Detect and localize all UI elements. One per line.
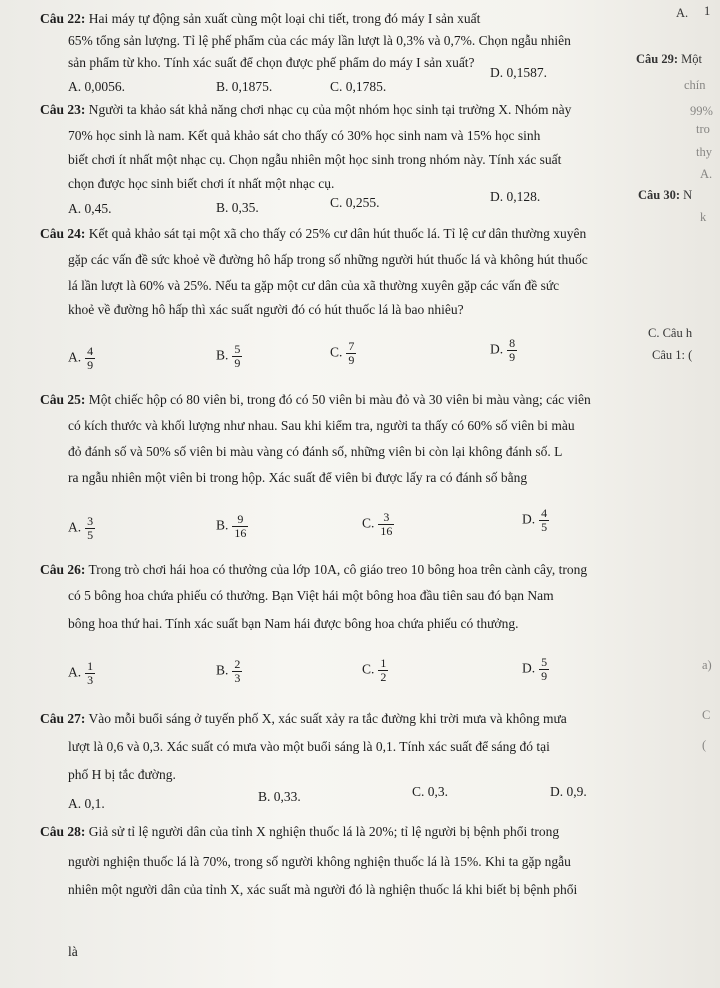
question-28-line3: nhiên một người dân của tỉnh X, xác suất mà người đó là nghiện thuốc lá khi biết bị bệnh phổi <box>68 882 578 897</box>
q25-a-denominator: 5 <box>87 528 94 542</box>
q24-a-numerator: 4 <box>87 344 94 358</box>
question-26-text1: Trong trò chơi hái hoa có thưởng của lớp 10A, cô giáo treo 10 bông hoa trên cành cây, trong <box>88 562 588 577</box>
q26-b-fraction <box>232 658 242 685</box>
q24-b-numerator: 5 <box>234 342 241 356</box>
question-25-text1: Một chiếc hộp có 80 viên bi, trong đó có 50 viên bi màu đỏ và 30 viên bi màu vàng; các viên <box>88 392 591 407</box>
right-q1: Câu 1: ( <box>652 348 693 362</box>
question-23-line4: chọn được học sinh biết chơi ít nhất một nhạc cụ. <box>68 176 335 191</box>
right-a-top: A. <box>676 6 689 20</box>
question-22-line3: sản phẩm từ kho. Tính xác suất để chọn được phế phẩm do máy I sản xuất? <box>68 55 475 70</box>
question-26-line2: có 5 bông hoa chứa phiếu có thưởng. Bạn Việt hái một bông hoa đầu tiên sau đó bạn Nam <box>68 588 554 603</box>
question-24-text1: Kết quả khảo sát tại một xã cho thấy có 25% cư dân hút thuốc lá. Tỉ lệ cư dân thường xuyên <box>88 226 587 241</box>
q25-b-numerator: 9 <box>237 512 244 526</box>
q25-d-letter: D. <box>522 511 536 527</box>
question-22-line1 <box>40 11 480 27</box>
q25-option-d <box>522 507 549 534</box>
q24-c-letter: C. <box>330 344 343 360</box>
q24-c-fraction <box>346 340 356 367</box>
q23-option-c: C. 0,255. <box>330 195 380 210</box>
right-c-mark: C <box>702 708 711 722</box>
q24-b-denominator: 9 <box>234 356 241 370</box>
q23-option-d: D. 0,128. <box>490 189 541 204</box>
q25-d-denominator: 5 <box>541 520 548 534</box>
q24-d-denominator: 9 <box>509 350 516 364</box>
q25-c-letter: C. <box>362 515 375 531</box>
question-22-label: Câu 22: <box>40 11 86 26</box>
question-22-text1: Hai máy tự động sản xuất cùng một loại chi tiết, trong đó máy I sản xuất <box>88 11 481 26</box>
q25-a-fraction <box>85 515 95 542</box>
right-q29-bold: Câu 29: <box>636 52 679 66</box>
right-k: k <box>700 210 707 224</box>
q24-d-fraction <box>507 337 517 364</box>
question-25-label: Câu 25: <box>40 392 86 407</box>
question-22-line2: 65% tổng sản lượng. Tỉ lệ phế phẩm của các máy lần lượt là 0,3% và 0,7%. Chọn ngẫu nhiên <box>68 33 571 48</box>
question-28-line2: người nghiện thuốc lá là 70%, trong số người không nghiện thuốc lá là 15%. Khi ta gặp ngẫu <box>68 854 571 869</box>
q24-a-fraction <box>85 345 95 372</box>
right-a-mark: A. <box>700 167 713 181</box>
question-27-line2: lượt là 0,6 và 0,3. Xác suất có mưa vào một buổi sáng là 0,1. Tính xác suất để sáng đó tại <box>68 739 550 754</box>
question-26-line3: bông hoa thứ hai. Tính xác suất bạn Nam hái được bông hoa chứa phiếu có thưởng. <box>68 616 519 631</box>
question-28-text1: Giả sử tỉ lệ người dân của tỉnh X nghiện thuốc lá là 20%; tỉ lệ người bị bệnh phổi trong <box>88 824 560 839</box>
q25-b-denominator: 16 <box>234 526 247 540</box>
question-23-line2: 70% học sinh là nam. Kết quả khảo sát cho thấy có 30% học sinh nam và 15% học sinh <box>68 128 541 143</box>
question-27-line1 <box>40 711 567 727</box>
q24-d-numerator: 8 <box>509 336 516 350</box>
q24-b-letter: B. <box>216 347 229 363</box>
q23-option-b: B. 0,35. <box>216 200 259 215</box>
question-23-text1: Người ta khảo sát khả năng chơi nhạc cụ của một nhóm học sinh tại trường X. Nhóm này <box>88 102 572 117</box>
question-28-line4: là <box>68 944 78 959</box>
question-25-line3: đỏ đánh số và 50% số viên bi màu vàng có đánh số, những viên bi còn lại không đánh số. L <box>68 444 563 459</box>
question-24-line4: khoẻ về đường hô hấp thì xác suất người đó có hút thuốc lá là bao nhiêu? <box>68 302 464 317</box>
right-chin: chín <box>684 78 706 92</box>
q23-option-a: A. 0,45. <box>68 201 112 216</box>
question-27-label: Câu 27: <box>40 711 86 726</box>
q26-b-numerator: 2 <box>234 657 241 671</box>
question-24-label: Câu 24: <box>40 226 86 241</box>
q26-a-fraction <box>85 660 95 687</box>
q22-option-c: C. 0,1785. <box>330 79 387 94</box>
right-thy: thy <box>696 145 712 159</box>
q26-a-numerator: 1 <box>87 659 94 673</box>
question-24-line1 <box>40 226 586 242</box>
right-q30-letter: N <box>683 188 693 202</box>
question-26-label: Câu 26: <box>40 562 86 577</box>
right-q29-label <box>636 52 702 67</box>
q25-option-b <box>216 513 248 540</box>
q24-d-letter: D. <box>490 341 504 357</box>
q25-b-letter: B. <box>216 517 229 533</box>
q26-b-denominator: 3 <box>234 671 241 685</box>
q26-a-denominator: 3 <box>87 673 94 687</box>
question-25-line2: có kích thước và khối lượng như nhau. Sau khi kiểm tra, người ta thấy có 60% số viên bi màu <box>68 418 575 433</box>
right-c-cau: C. Câu h <box>648 326 693 340</box>
q25-d-fraction <box>539 507 549 534</box>
question-25-line1 <box>40 392 591 408</box>
q25-a-numerator: 3 <box>87 514 94 528</box>
q26-option-a <box>68 660 95 687</box>
q24-b-fraction <box>232 343 242 370</box>
question-28-label: Câu 28: <box>40 824 86 839</box>
q24-c-denominator: 9 <box>348 353 355 367</box>
question-24-line2: gặp các vấn đề sức khoẻ về đường hô hấp trong số những người hút thuốc lá và không hút thuốc <box>68 252 588 267</box>
q24-c-numerator: 7 <box>348 339 355 353</box>
q26-c-letter: C. <box>362 661 375 677</box>
right-a-paren: a) <box>702 658 712 672</box>
q27-option-b: B. 0,33. <box>258 789 301 804</box>
q27-option-d: D. 0,9. <box>550 784 587 799</box>
q27-option-c: C. 0,3. <box>412 784 449 799</box>
q24-option-a <box>68 345 95 372</box>
q26-c-fraction <box>378 657 388 684</box>
question-25-line4: ra ngẫu nhiên một viên bi trong hộp. Xác suất để viên bi được lấy ra có đánh số bằng <box>68 470 528 485</box>
right-paren: ( <box>702 738 707 752</box>
right-tro: tro <box>696 122 710 136</box>
q26-d-denominator: 9 <box>541 669 548 683</box>
question-23-line1 <box>40 102 571 118</box>
right-q30-label <box>638 188 692 203</box>
q25-a-letter: A. <box>68 519 82 535</box>
q24-option-b <box>216 343 242 370</box>
question-27-line3: phố H bị tắc đường. <box>68 767 176 782</box>
q25-option-a <box>68 515 95 542</box>
question-23-line3: biết chơi ít nhất một nhạc cụ. Chọn ngẫu nhiên một học sinh trong nhóm này. Tính xác suất <box>68 152 562 167</box>
question-23-label: Câu 23: <box>40 102 86 117</box>
question-28-line1 <box>40 824 559 840</box>
q26-c-numerator: 1 <box>380 656 387 670</box>
q24-a-denominator: 9 <box>87 358 94 372</box>
q25-c-fraction <box>378 511 394 538</box>
q22-option-d: D. 0,1587. <box>490 65 547 80</box>
right-frac-top: 1 <box>704 4 711 18</box>
q22-option-a: A. 0,0056. <box>68 79 125 94</box>
q25-d-numerator: 4 <box>541 506 548 520</box>
question-27-text1: Vào mỗi buổi sáng ở tuyến phố X, xác suất xảy ra tắc đường khi trời mưa và không mưa <box>88 711 567 726</box>
q26-d-numerator: 5 <box>541 655 548 669</box>
q24-option-d <box>490 337 517 364</box>
q26-a-letter: A. <box>68 664 82 680</box>
q25-b-fraction <box>232 513 248 540</box>
q22-option-b: B. 0,1875. <box>216 79 273 94</box>
question-24-line3: lá lần lượt là 60% và 25%. Nếu ta gặp một cư dân của xã thường xuyên gặp các vấn đề sức <box>68 278 560 293</box>
right-99: 99% <box>690 104 713 118</box>
q25-c-numerator: 3 <box>383 510 390 524</box>
q24-option-c <box>330 340 356 367</box>
q25-c-denominator: 16 <box>380 524 393 538</box>
q26-d-letter: D. <box>522 660 536 676</box>
q24-a-letter: A. <box>68 349 82 365</box>
right-q30-bold: Câu 30: <box>638 188 681 202</box>
q26-option-d <box>522 656 549 683</box>
q25-option-c <box>362 511 394 538</box>
right-q29-word: Một <box>681 52 702 66</box>
q26-option-c <box>362 657 388 684</box>
q26-d-fraction <box>539 656 549 683</box>
q27-option-a: A. 0,1. <box>68 796 105 811</box>
q26-option-b <box>216 658 242 685</box>
q26-c-denominator: 2 <box>380 670 387 684</box>
q26-b-letter: B. <box>216 662 229 678</box>
question-26-line1 <box>40 562 587 578</box>
